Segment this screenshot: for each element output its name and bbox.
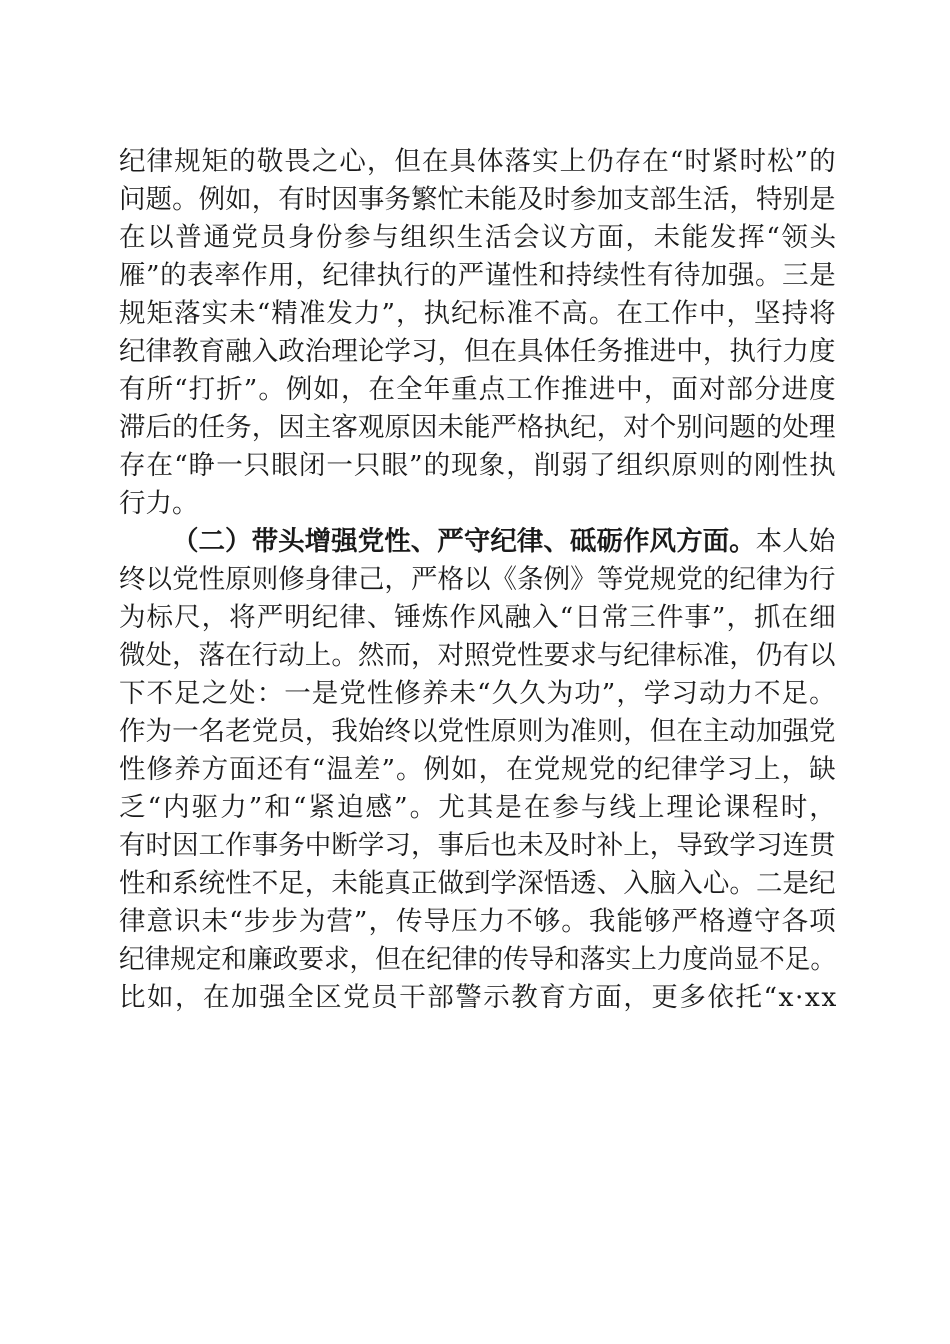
text-line: 为标尺，将严明纪律、锤炼作风融入“日常三件事”，抓在细 [119, 602, 837, 633]
text-line: 纪律规矩的敬畏之心，但在具体落实上仍存在“时紧时松”的 [119, 146, 837, 177]
text-line: 作为一名老党员，我始终以党性原则为准则，但在主动加强党 [119, 716, 836, 747]
section-heading: （二）带头增强党性、严守纪律、砥砺作风方面。 [172, 526, 756, 557]
text-line: 在以普通党员身份参与组织生活会议方面，未能发挥“领头 [119, 222, 838, 253]
text-line: 规矩落实未“精准发力”，执纪标准不高。在工作中，坚持将 [119, 298, 837, 329]
text-line: 性和系统性不足，未能真正做到学深悟透、入脑入心。二是纪 [119, 868, 836, 899]
text-line: 纪律规定和廉政要求，但在纪律的传导和落实上力度尚显不足。 [119, 944, 836, 975]
text-line: 滞后的任务，因主客观原因未能严格执纪，对个别问题的处理 [119, 412, 836, 443]
text-line: 比如，在加强全区党员干部警示教育方面，更多依托“x·xx [119, 982, 838, 1013]
text-line: 雁”的表率作用，纪律执行的严谨性和持续性有待加强。三是 [119, 260, 837, 291]
text-line: 问题。例如，有时因事务繁忙未能及时参加支部生活，特别是 [119, 184, 836, 215]
text-line: 下不足之处：一是党性修养未“久久为功”，学习动力不足。 [119, 678, 837, 709]
text-line: 存在“睁一只眼闭一只眼”的现象，削弱了组织原则的刚性执 [119, 450, 837, 481]
text-line: 纪律教育融入政治理论学习，但在具体任务推进中，执行力度 [119, 336, 836, 367]
section-text: 本人始 [755, 526, 836, 557]
text-line: 终以党性原则修身律己，严格以《条例》等党规党的纪律为行 [119, 564, 836, 595]
section-heading-line [172, 522, 835, 562]
text-line: 律意识未“步步为营”，传导压力不够。我能够严格遵守各项 [119, 906, 837, 937]
text-line: 性修养方面还有“温差”。例如，在党规党的纪律学习上，缺 [119, 754, 837, 785]
text-line: 有所“打折”。例如，在全年重点工作推进中，面对部分进度 [119, 374, 837, 405]
text-line: 有时因工作事务中断学习，事后也未及时补上，导致学习连贯 [119, 830, 836, 861]
text-line: 微处，落在行动上。然而，对照党性要求与纪律标准，仍有以 [119, 640, 836, 671]
text-line: 乏“内驱力”和“紧迫感”。尤其是在参与线上理论课程时， [119, 792, 838, 823]
text-line: 行力。 [119, 488, 199, 519]
